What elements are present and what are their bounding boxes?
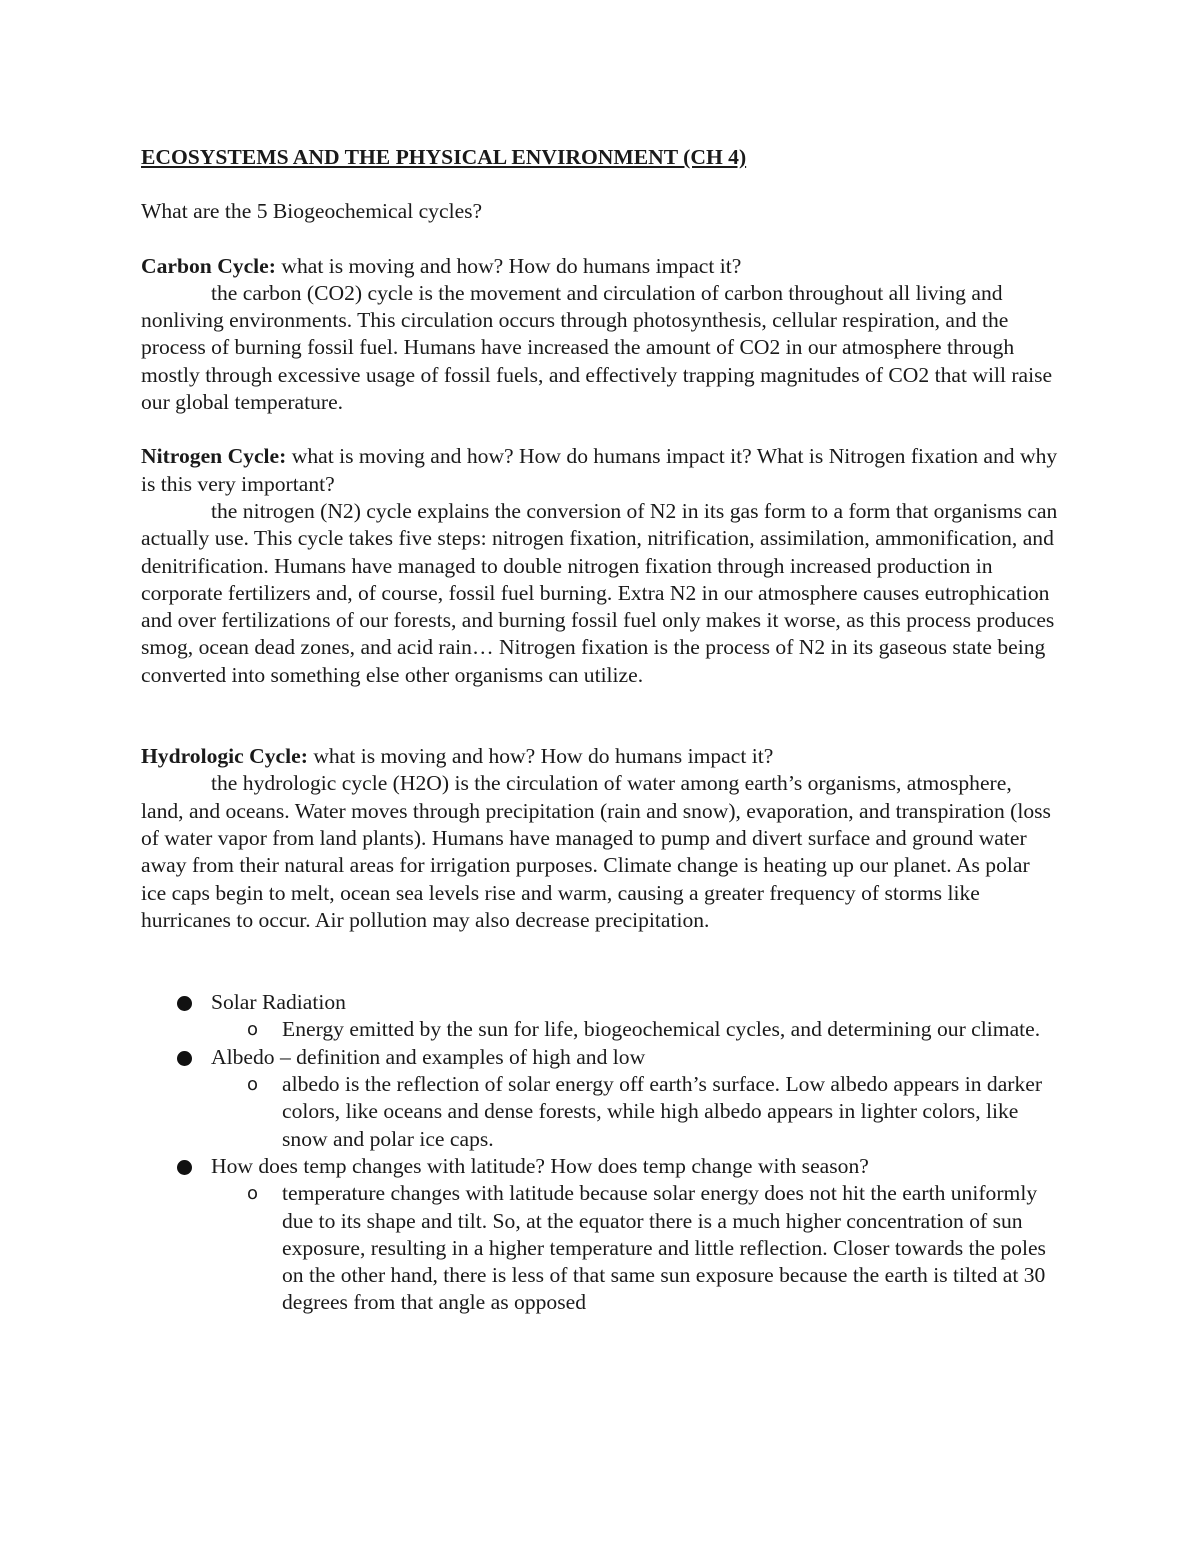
- sub-list-item: [211, 1180, 1059, 1316]
- spacer: [141, 416, 1059, 443]
- hydrologic-cycle-section: [141, 743, 1059, 934]
- carbon-cycle-section: [141, 253, 1059, 417]
- bullet-icon: [177, 1160, 192, 1175]
- carbon-cycle-label: Carbon Cycle:: [141, 253, 276, 278]
- sub-list-item: [211, 1016, 1059, 1043]
- sub-list: [211, 1180, 1059, 1316]
- bullet-icon: [177, 996, 192, 1011]
- nitrogen-cycle-question-text: what is moving and how? How do humans impact it? What is Nitrogen fixation and why is this very important?: [141, 444, 1058, 496]
- hydrologic-cycle-answer: the hydrologic cycle (H2O) is the circulation of water among earth’s organisms, atmosphere, land, and oceans. Water moves through precipitation (rain and snow), evaporation, and transpiration (loss of water vapor from land plants). Humans have managed to pump and divert surface and ground water away from their natural areas for irrigation purposes. Climate change is heating up our planet. As polar ice caps begin to melt, ocean sea levels rise and warm, causing a greater frequency of storms like hurricanes to occur. Air pollution may also decrease precipitation.: [141, 771, 1051, 932]
- list-item-albedo: [141, 1044, 1059, 1153]
- bullet-icon: [177, 1051, 192, 1066]
- sub-list-item-text: albedo is the reflection of solar energy off earth’s surface. Low albedo appears in darker colors, like oceans and dense forests, while high albedo appears in lighter colors, like snow and polar ice caps.: [282, 1072, 1043, 1151]
- carbon-cycle-question: [141, 253, 1059, 280]
- hydrologic-cycle-label: Hydrologic Cycle:: [141, 744, 308, 769]
- carbon-cycle-answer: the carbon (CO2) cycle is the movement and circulation of carbon throughout all living and nonliving environments. This circulation occurs through photosynthesis, cellular respiration, and the process of burning fossil fuel. Humans have increased the amount of CO2 in our atmosphere through mostly through excessive usage of fossil fuels, and effectively trapping magnitudes of CO2 that will raise our global temperature.: [141, 280, 1053, 415]
- list-item-text: Albedo – definition and examples of high and low: [211, 1044, 646, 1069]
- list-item-text: Solar Radiation: [211, 990, 346, 1015]
- list-item-temperature: [141, 1153, 1059, 1317]
- hollow-bullet-icon: o: [247, 1074, 259, 1096]
- nitrogen-cycle-question: [141, 443, 1059, 498]
- hollow-bullet-icon: o: [247, 1019, 259, 1041]
- document-body: [141, 144, 1059, 1317]
- list-item-solar-radiation: [141, 989, 1059, 1044]
- sub-list-item-text: Energy emitted by the sun for life, biogeochemical cycles, and determining our climate.: [282, 1017, 1041, 1042]
- spacer: [141, 226, 1059, 253]
- document-title: ECOSYSTEMS AND THE PHYSICAL ENVIRONMENT (CH 4): [141, 145, 747, 169]
- carbon-cycle-question-text: what is moving and how? How do humans impact it?: [275, 253, 742, 278]
- hollow-bullet-icon: o: [247, 1183, 259, 1205]
- hydrologic-cycle-question: [141, 743, 1059, 770]
- sub-list: [211, 1016, 1059, 1043]
- spacer: [141, 934, 1059, 989]
- nitrogen-cycle-label: Nitrogen Cycle:: [141, 444, 287, 469]
- nitrogen-cycle-section: [141, 443, 1059, 689]
- sub-list-item: [211, 1071, 1059, 1153]
- spacer: [141, 689, 1059, 743]
- nitrogen-cycle-answer: the nitrogen (N2) cycle explains the conversion of N2 in its gas form to a form that organisms can actually use. This cycle takes five steps: nitrogen fixation, nitrification, assimilation, ammonification, and denitrification. Humans have managed to double nitrogen fixation through increased production in corporate fertilizers and, of course, fossil fuel burning. Extra N2 in our atmosphere causes eutrophication and over fertilizations of our forests, and burning fossil fuel only makes it worse, as this process produces smog, ocean dead zones, and acid rain… Nitrogen fixation is the process of N2 in its gaseous state being converted into something else other organisms can utilize.: [141, 498, 1058, 687]
- sub-list-item-text: temperature changes with latitude because solar energy does not hit the earth uniformly due to its shape and tilt. So, at the equator there is a much higher concentration of sun exposure, resulting in a higher temperature and little reflection. Closer towards the poles on the other hand, there is less of that same sun exposure because the earth is tilted at 30 degrees from that angle as opposed: [282, 1181, 1046, 1315]
- topic-list: [141, 989, 1059, 1317]
- list-item-text: How does temp changes with latitude? How does temp change with season?: [211, 1153, 869, 1178]
- hydrologic-cycle-question-text: what is moving and how? How do humans impact it?: [307, 744, 774, 769]
- sub-list: [211, 1071, 1059, 1153]
- intro-question: What are the 5 Biogeochemical cycles?: [141, 199, 483, 224]
